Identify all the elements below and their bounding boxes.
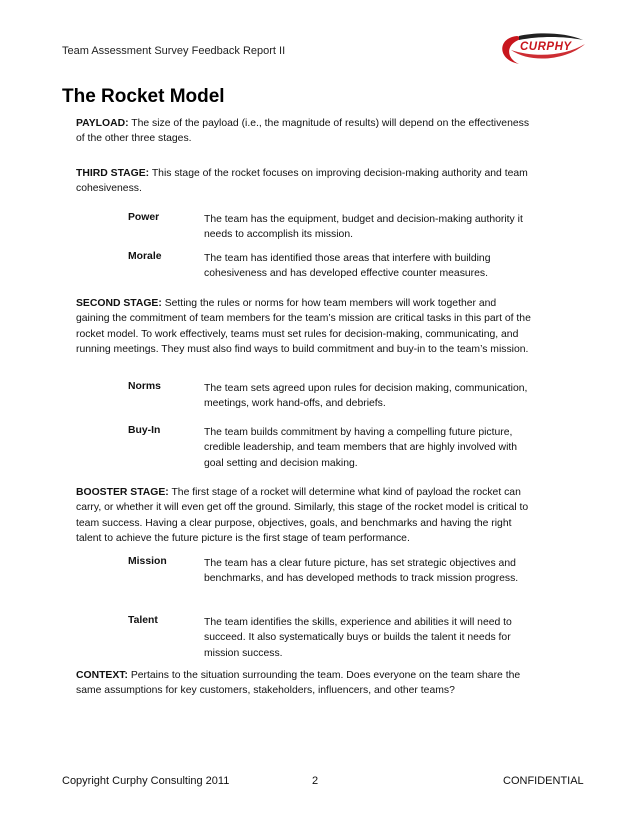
third-stage-paragraph	[76, 166, 531, 197]
booster-stage-text: The first stage of a rocket will determine what kind of payload the rocket can carry, or whether it will even get off the ground. Similarly, this stage of the rocket model is critical to team success. Having a clear purpose, objectives, goals, and benchmarks and having the right talent to achieve the future picture is the first stage of team performance.	[76, 487, 529, 545]
definition-desc-talent: The team identifies the skills, experience and abilities it will need to succeed. It also systematically buys or builds the talent it needs for mission success.	[204, 617, 512, 659]
payload-paragraph	[76, 116, 531, 147]
report-header-title: Team Assessment Survey Feedback Report II	[62, 45, 286, 57]
footer-copyright: Copyright Curphy Consulting 2011	[62, 775, 230, 787]
second-stage-paragraph	[76, 296, 531, 358]
definition-term-norms: Norms	[128, 381, 161, 392]
third-stage-text: This stage of the rocket focuses on improving decision-making authority and team cohesiveness.	[76, 168, 528, 195]
definition-desc-norms: The team sets agreed upon rules for decision making, communication, meetings, work hand-offs, and debriefs.	[204, 383, 528, 410]
definition-term-buy-in: Buy-In	[128, 425, 161, 436]
definition-term-morale: Morale	[128, 251, 162, 262]
second-stage-text: Setting the rules or norms for how team members will work together and gaining the commitment of team members for the team’s mission are critical tasks in this part of the rocket model. To work effectively, teams must set rules for decision-making, communicating, and running meetings. They must also find ways to build commitment and buy-in to the team’s mission.	[76, 298, 531, 356]
curphy-logo	[495, 30, 587, 70]
booster-stage-heading: BOOSTER STAGE:	[76, 487, 169, 498]
second-stage-heading: SECOND STAGE:	[76, 298, 162, 309]
footer-page-number: 2	[312, 775, 319, 787]
definition-desc-power: The team has the equipment, budget and decision-making authority it needs to accomplish its mission.	[204, 214, 523, 241]
definition-desc-buy-in: The team builds commitment by having a compelling future picture, credible leadership, and team members that are highly involved with goal setting and decision making.	[204, 427, 518, 469]
curphy-logo-text: CURPHY	[520, 41, 572, 53]
third-stage-heading: THIRD STAGE:	[76, 168, 150, 179]
definition-desc-morale: The team has identified those areas that interfere with building cohesiveness and has developed effective counter measures.	[204, 253, 491, 280]
footer-confidential: CONFIDENTIAL	[503, 775, 584, 787]
definition-term-power: Power	[128, 212, 160, 223]
definition-term-talent: Talent	[128, 615, 158, 626]
context-heading: CONTEXT:	[76, 670, 128, 681]
payload-heading: PAYLOAD:	[76, 118, 129, 129]
definition-desc-mission: The team has a clear future picture, has set strategic objectives and benchmarks, and has developed methods to track mission progress.	[204, 558, 519, 585]
context-paragraph	[76, 668, 531, 699]
context-text: Pertains to the situation surrounding the team. Does everyone on the team share the same assumptions for key customers, stakeholders, influencers, and other teams?	[76, 670, 521, 697]
booster-stage-paragraph	[76, 485, 531, 547]
definition-term-mission: Mission	[128, 556, 167, 567]
page-title: The Rocket Model	[62, 86, 225, 107]
payload-text: The size of the payload (i.e., the magnitude of results) will depend on the effectiveness of the other three stages.	[76, 118, 530, 145]
